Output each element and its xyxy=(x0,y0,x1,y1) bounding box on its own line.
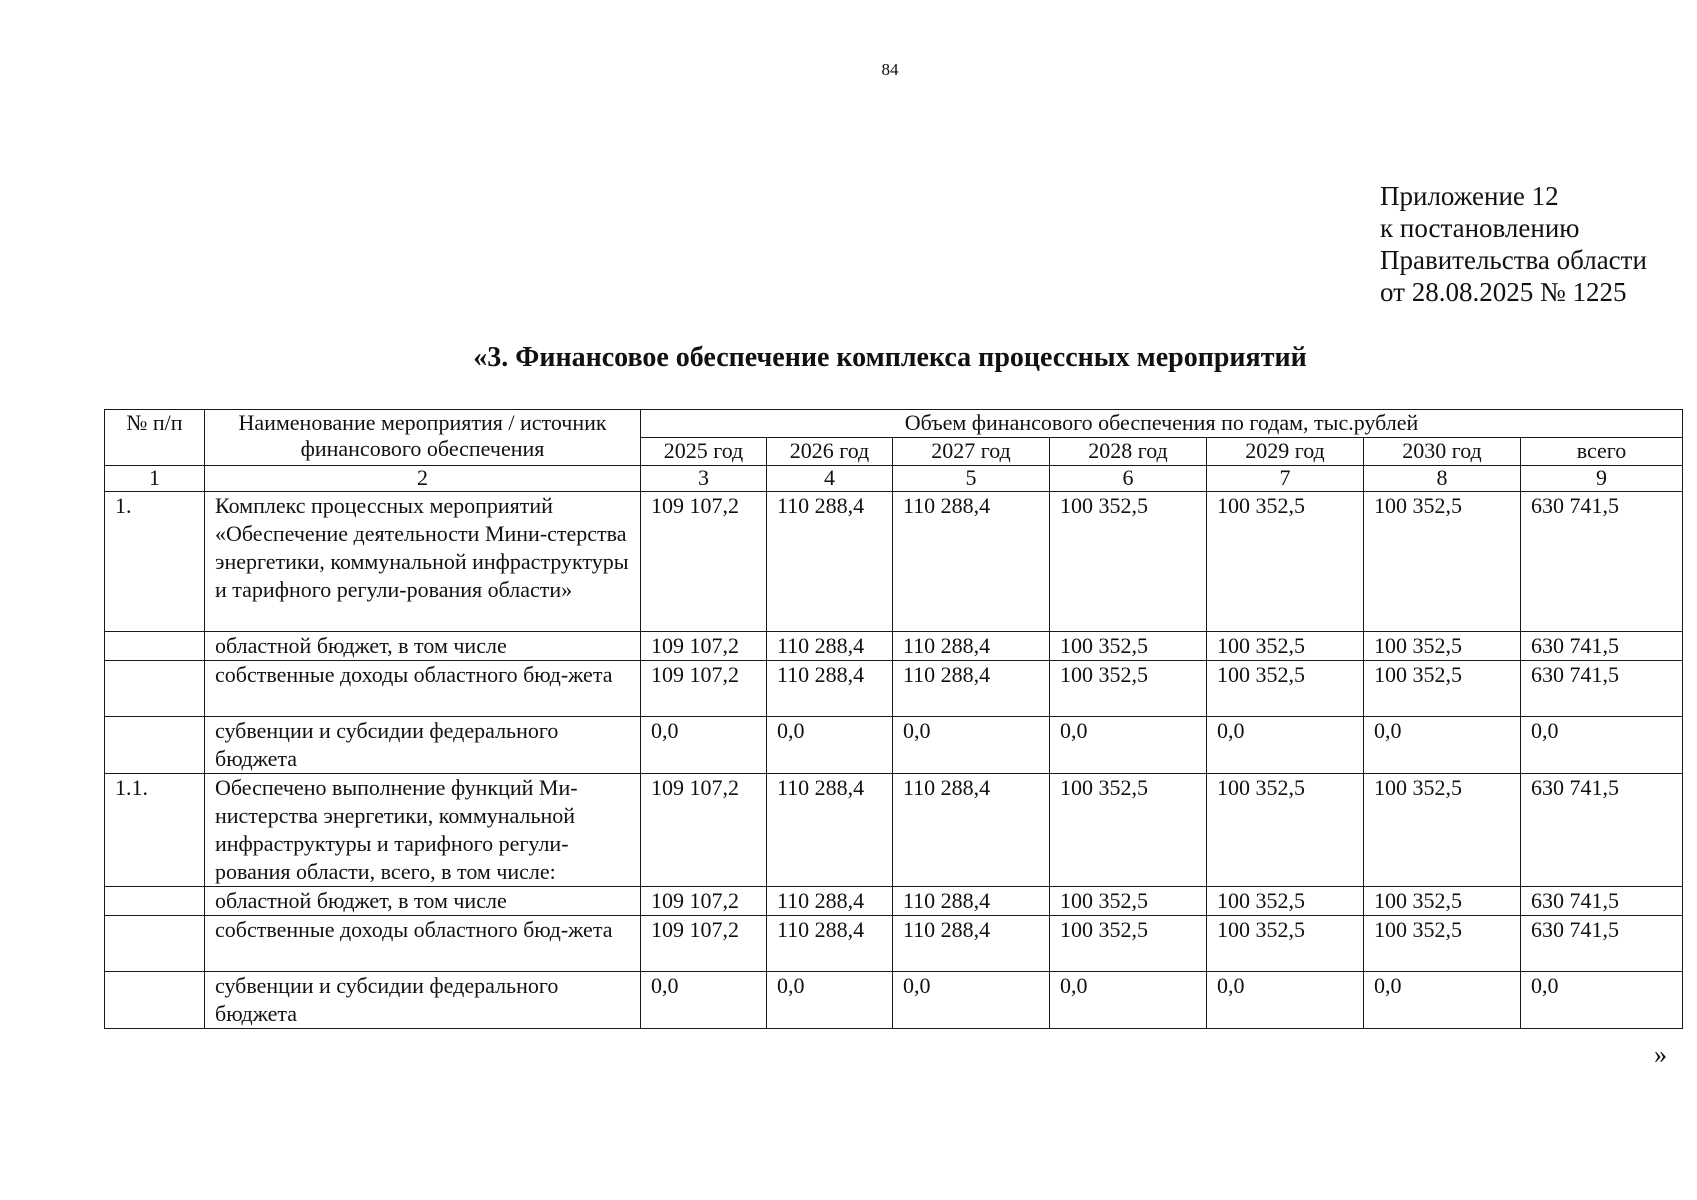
row-year-value: 0,0 xyxy=(1364,972,1521,1029)
column-number: 4 xyxy=(767,466,893,492)
table-row xyxy=(105,916,1683,972)
row-year-value: 109 107,2 xyxy=(641,887,767,916)
table-row xyxy=(105,887,1683,916)
row-year-value: 110 288,4 xyxy=(893,887,1050,916)
row-year-value: 100 352,5 xyxy=(1050,887,1207,916)
row-year-value: 100 352,5 xyxy=(1364,492,1521,632)
appendix-reference xyxy=(1380,180,1647,308)
page-number: 84 xyxy=(881,60,899,79)
row-year-value: 110 288,4 xyxy=(767,661,893,717)
column-number: 8 xyxy=(1364,466,1521,492)
row-year-value: 100 352,5 xyxy=(1364,661,1521,717)
column-number: 3 xyxy=(641,466,767,492)
row-year-value: 0,0 xyxy=(893,717,1050,774)
row-year-value: 110 288,4 xyxy=(767,632,893,661)
row-name: субвенции и субсидии федерального бюджета xyxy=(205,972,641,1029)
row-name: собственные доходы областного бюд-жета xyxy=(205,916,641,972)
row-year-value: 100 352,5 xyxy=(1207,661,1364,717)
column-number: 6 xyxy=(1050,466,1207,492)
row-year-value: 109 107,2 xyxy=(641,774,767,887)
header-year: 2026 год xyxy=(767,438,893,466)
table-row xyxy=(105,774,1683,887)
table-row xyxy=(105,972,1683,1029)
row-year-value: 100 352,5 xyxy=(1050,661,1207,717)
row-year-value: 100 352,5 xyxy=(1207,916,1364,972)
row-year-value: 109 107,2 xyxy=(641,916,767,972)
appendix-line: от 28.08.2025 № 1225 xyxy=(1380,277,1627,307)
row-year-value: 109 107,2 xyxy=(641,661,767,717)
table-row xyxy=(105,632,1683,661)
row-year-value: 110 288,4 xyxy=(893,916,1050,972)
row-year-value: 100 352,5 xyxy=(1207,632,1364,661)
row-year-value: 100 352,5 xyxy=(1207,774,1364,887)
row-total-value: 630 741,5 xyxy=(1521,916,1683,972)
header-name: Наименование мероприятия / источник финансового обеспечения xyxy=(205,410,641,466)
row-year-value: 100 352,5 xyxy=(1050,632,1207,661)
row-year-value: 100 352,5 xyxy=(1364,887,1521,916)
row-number xyxy=(105,717,205,774)
row-year-value: 100 352,5 xyxy=(1364,916,1521,972)
row-name: Комплекс процессных мероприятий «Обеспечение деятельности Мини-стерства энергетики, коммунальной инфраструктуры и тарифного регули-рования области» xyxy=(205,492,641,632)
financing-table xyxy=(104,409,1683,1029)
column-number: 2 xyxy=(205,466,641,492)
column-number: 7 xyxy=(1207,466,1364,492)
column-number: 9 xyxy=(1521,466,1683,492)
row-year-value: 100 352,5 xyxy=(1364,774,1521,887)
row-year-value: 110 288,4 xyxy=(893,774,1050,887)
row-name: субвенции и субсидии федерального бюджета xyxy=(205,717,641,774)
row-year-value: 100 352,5 xyxy=(1207,887,1364,916)
header-total: всего xyxy=(1521,438,1683,466)
row-year-value: 109 107,2 xyxy=(641,632,767,661)
row-name: областной бюджет, в том числе xyxy=(205,887,641,916)
row-year-value: 110 288,4 xyxy=(893,632,1050,661)
table-row xyxy=(105,492,1683,632)
table-row xyxy=(105,661,1683,717)
row-year-value: 109 107,2 xyxy=(641,492,767,632)
table-row xyxy=(105,717,1683,774)
closing-quote: » xyxy=(1654,1040,1667,1069)
row-number xyxy=(105,632,205,661)
row-year-value: 110 288,4 xyxy=(767,887,893,916)
row-year-value: 0,0 xyxy=(767,972,893,1029)
row-year-value: 0,0 xyxy=(1207,972,1364,1029)
row-year-value: 0,0 xyxy=(641,717,767,774)
header-year: 2029 год xyxy=(1207,438,1364,466)
header-volume: Объем финансового обеспечения по годам, тыс.рублей xyxy=(641,410,1683,438)
document-title: «3. Финансовое обеспечение комплекса процессных мероприятий xyxy=(473,342,1307,373)
header-num: № п/п xyxy=(105,410,205,466)
row-year-value: 100 352,5 xyxy=(1050,774,1207,887)
appendix-line: Правительства области xyxy=(1380,245,1647,275)
row-year-value: 100 352,5 xyxy=(1364,632,1521,661)
row-year-value: 110 288,4 xyxy=(767,916,893,972)
row-year-value: 0,0 xyxy=(1050,717,1207,774)
row-number xyxy=(105,661,205,717)
row-year-value: 110 288,4 xyxy=(893,661,1050,717)
appendix-line: Приложение 12 xyxy=(1380,181,1559,211)
row-number: 1.1. xyxy=(105,774,205,887)
row-number: 1. xyxy=(105,492,205,632)
row-year-value: 100 352,5 xyxy=(1207,492,1364,632)
row-year-value: 110 288,4 xyxy=(893,492,1050,632)
header-year: 2027 год xyxy=(893,438,1050,466)
header-year: 2028 год xyxy=(1050,438,1207,466)
row-year-value: 0,0 xyxy=(641,972,767,1029)
column-number: 1 xyxy=(105,466,205,492)
row-total-value: 630 741,5 xyxy=(1521,774,1683,887)
row-year-value: 100 352,5 xyxy=(1050,916,1207,972)
row-year-value: 0,0 xyxy=(1050,972,1207,1029)
row-total-value: 0,0 xyxy=(1521,972,1683,1029)
row-year-value: 0,0 xyxy=(1364,717,1521,774)
row-year-value: 0,0 xyxy=(767,717,893,774)
row-total-value: 0,0 xyxy=(1521,717,1683,774)
row-year-value: 110 288,4 xyxy=(767,492,893,632)
row-number xyxy=(105,916,205,972)
row-total-value: 630 741,5 xyxy=(1521,661,1683,717)
row-number xyxy=(105,887,205,916)
column-number: 5 xyxy=(893,466,1050,492)
row-number xyxy=(105,972,205,1029)
row-total-value: 630 741,5 xyxy=(1521,887,1683,916)
header-year: 2025 год xyxy=(641,438,767,466)
row-name: областной бюджет, в том числе xyxy=(205,632,641,661)
row-name: Обеспечено выполнение функций Ми-нистерства энергетики, коммунальной инфраструктуры и тарифного регули-рования области, всего, в том числе: xyxy=(205,774,641,887)
row-year-value: 100 352,5 xyxy=(1050,492,1207,632)
header-year: 2030 год xyxy=(1364,438,1521,466)
row-year-value: 0,0 xyxy=(1207,717,1364,774)
appendix-line: к постановлению xyxy=(1380,213,1580,243)
row-total-value: 630 741,5 xyxy=(1521,492,1683,632)
row-year-value: 0,0 xyxy=(893,972,1050,1029)
row-name: собственные доходы областного бюд-жета xyxy=(205,661,641,717)
row-year-value: 110 288,4 xyxy=(767,774,893,887)
row-total-value: 630 741,5 xyxy=(1521,632,1683,661)
